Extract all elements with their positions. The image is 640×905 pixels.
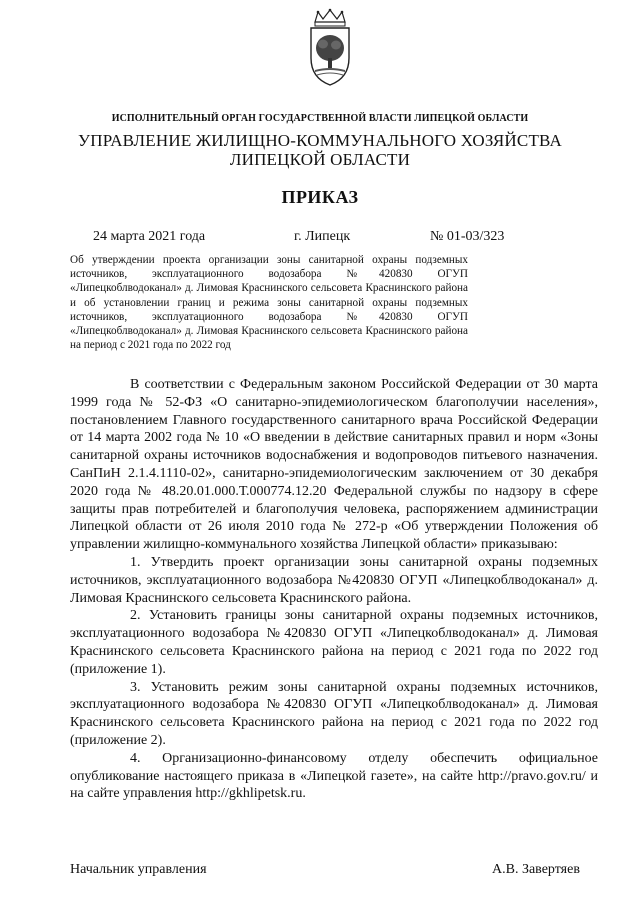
order-body: [70, 376, 598, 803]
department-line-2: ЛИПЕЦКОЙ ОБЛАСТИ: [229, 150, 411, 169]
order-number: № 01-03/323: [430, 229, 505, 244]
order-preamble: В соответствии с Федеральным законом Российской Федерации от 30 марта 1999 года № 52-ФЗ «О санитарно-эпидемиологическом благополучии населения», постановлением Главного государственного санитарного врача Российской Федерации от 14 марта 2002 года № 10 «О введении в действие санитарных правил и норм «Зоны санитарной охраны источников водоснабжения и водопроводов питьевого назначения. СанПиН 2.1.4.1110-02», санитарно-эпидемиологическим заключением от 30 декабря 2020 года № 48.20.01.000.Т.000774.12.20 Федеральной службы по надзору в сфере защиты прав потребителей и благополучия человека, распоряжением администрации Липецкой области от 26 июля 2010 года № 272-р «Об утверждении Положения об управлении жилищно-коммунального хозяйства Липецкой области» приказываю:: [70, 377, 598, 553]
document-type-title: ПРИКАЗ: [281, 187, 359, 207]
order-item-2: 2. Установить границы зоны санитарной охраны подземных источников, эксплуатационного водозабора №420830 ОГУП «Липецкоблводоканал» д. Лимовая Краснинского сельсовета Краснинского района на период с 2021 года по 2022 год (приложение 1).: [70, 608, 598, 677]
order-item-1: 1. Утвердить проект организации зоны санитарной охраны подземных источников, эксплуатационного водозабора №420830 ОГУП «Липецкоблводоканал» д. Лимовая Краснинского сельсовета Краснинского района.: [70, 554, 598, 606]
issuing-authority: ИСПОЛНИТЕЛЬНЫЙ ОРГАН ГОСУДАРСТВЕННОЙ ВЛАСТИ ЛИПЕЦКОЙ ОБЛАСТИ: [111, 113, 529, 124]
order-item-4: 4. Организационно-финансовому отделу обеспечить официальное опубликование настоящего приказа в «Липецкой газете», на сайте http://pravo.gov.ru/ и на сайте управления http://gkhlipetsk.ru.: [70, 750, 598, 802]
department-name: [60, 131, 580, 169]
order-city: г. Липецк: [294, 229, 351, 244]
department-line-1: УПРАВЛЕНИЕ ЖИЛИЩНО-КОММУНАЛЬНОГО ХОЗЯЙСТВА: [78, 131, 562, 150]
order-date: 24 марта 2021 года: [93, 229, 206, 244]
signatory-name: А.В. Завертяев: [492, 862, 580, 877]
order-subject: Об утверждении проекта организации зоны санитарной охраны подземных источников, эксплуатационного водозабора №420830 ОГУП «Липецкоблводоканал» д. Лимовая Краснинского сельсовета Краснинского района и об установлении границ и режима зоны санитарной охраны подземных источников, эксплуатационного водозабора №420830 ОГУП «Липецкоблводоканал» д. Лимовая Краснинского сельсовета Краснинского района на период с 2021 года по 2022 год: [70, 254, 468, 352]
coat-of-arms-icon: [305, 8, 355, 88]
signatory-role: Начальник управления: [70, 862, 207, 877]
order-item-3: 3. Установить режим зоны санитарной охраны подземных источников, эксплуатационного водозабора №420830 ОГУП «Липецкоблводоканал» д. Лимовая Краснинского сельсовета Краснинского района на период с 2021 года по 2022 год (приложение 2).: [70, 679, 598, 748]
